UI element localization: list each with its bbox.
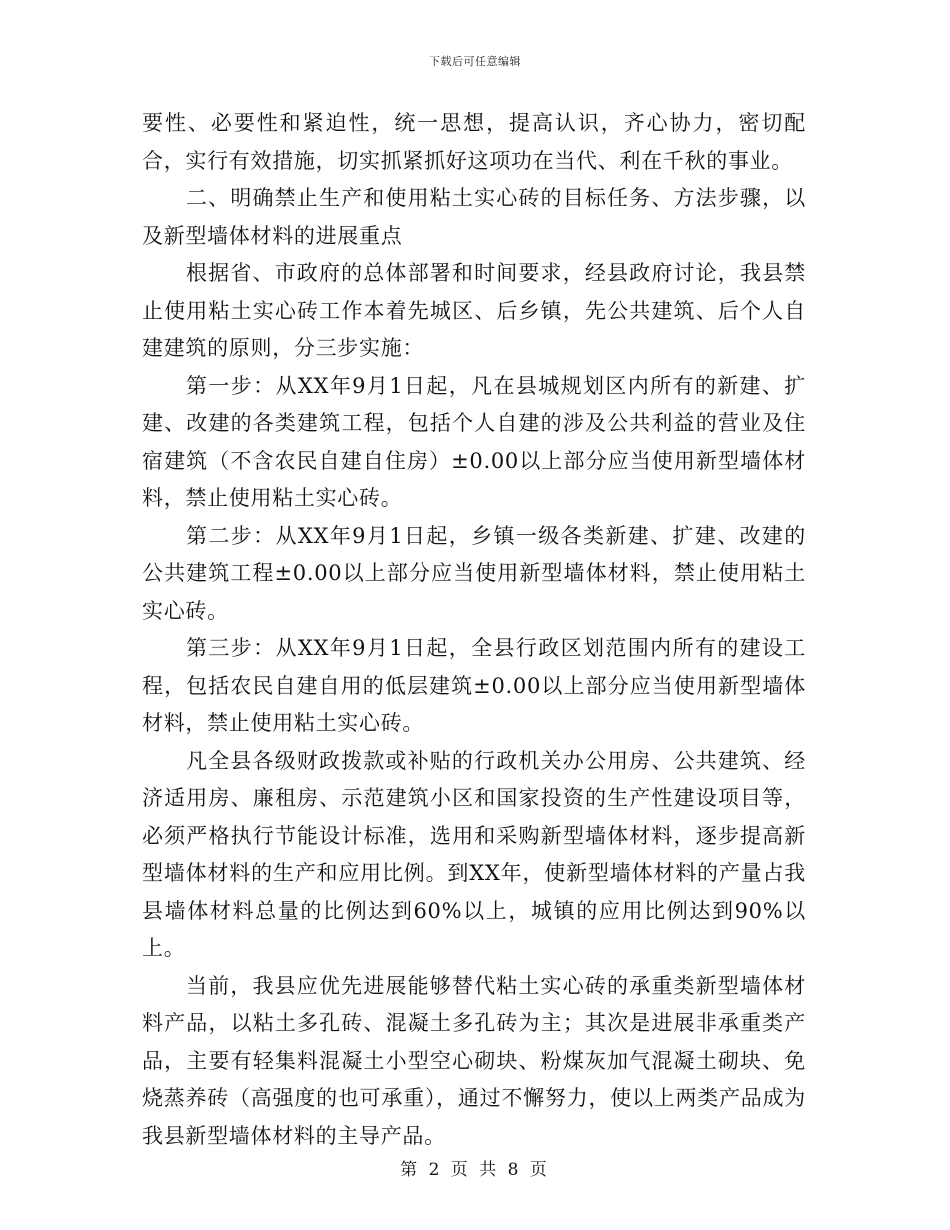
page-number-footer: 第 2 页 共 8 页 xyxy=(400,1160,550,1180)
paragraph-continuation: 要性、必要性和紧迫性，统一思想，提高认识，齐心协力，密切配合，实行有效措施，切实抓紧抓好这项功在当代、利在千秋的事业。 xyxy=(142,111,806,173)
header-note: 下载后可任意编辑 xyxy=(429,55,521,68)
paragraph-funding-requirements: 凡全县各级财政拨款或补贴的行政机关办公用房、公共建筑、经济适用房、廉租房、示范建筑小区和国家投资的生产性建设项目等，必须严格执行节能设计标准，选用和采购新型墙体材料，逐步提高新型墙体材料的生产和应用比例。到XX年，使新型墙体材料的产量占我县墙体材料总量的比例达到60%以上，城镇的应用比例达到90%以上。 xyxy=(142,748,806,960)
paragraph-step-two: 第二步：从XX年9月1日起，乡镇一级各类新建、扩建、改建的公共建筑工程±0.00以上部分应当使用新型墙体材料，禁止使用粘土实心砖。 xyxy=(142,523,806,623)
paragraph-step-three: 第三步：从XX年9月1日起，全县行政区划范围内所有的建设工程，包括农民自建自用的低层建筑±0.00以上部分应当使用新型墙体材料，禁止使用粘土实心砖。 xyxy=(142,636,806,735)
paragraph-overview: 根据省、市政府的总体部署和时间要求，经县政府讨论，我县禁止使用粘土实心砖工作本着先城区、后乡镇，先公共建筑、后个人自建建筑的原则，分三步实施： xyxy=(142,261,806,360)
section-heading: 二、明确禁止生产和使用粘土实心砖的目标任务、方法步骤，以及新型墙体材料的进展重点 xyxy=(142,186,806,248)
paragraph-step-one: 第一步：从XX年9月1日起，凡在县城规划区内所有的新建、扩建、改建的各类建筑工程，包括个人自建的涉及公共利益的营业及住宿建筑（不含农民自建自住房）±0.00以上部分应当使用新型墙体材料，禁止使用粘土实心砖。 xyxy=(142,373,806,510)
paragraph-product-priorities: 当前，我县应优先进展能够替代粘土实心砖的承重类新型墙体材料产品，以粘土多孔砖、混凝土多孔砖为主；其次是进展非承重类产品，主要有轻集料混凝土小型空心砌块、粉煤灰加气混凝土砌块、免烧蒸养砖（高强度的也可承重），通过不懈努力，使以上两类产品成为我县新型墙体材料的主导产品。 xyxy=(142,973,806,1148)
document-body xyxy=(142,105,806,1155)
